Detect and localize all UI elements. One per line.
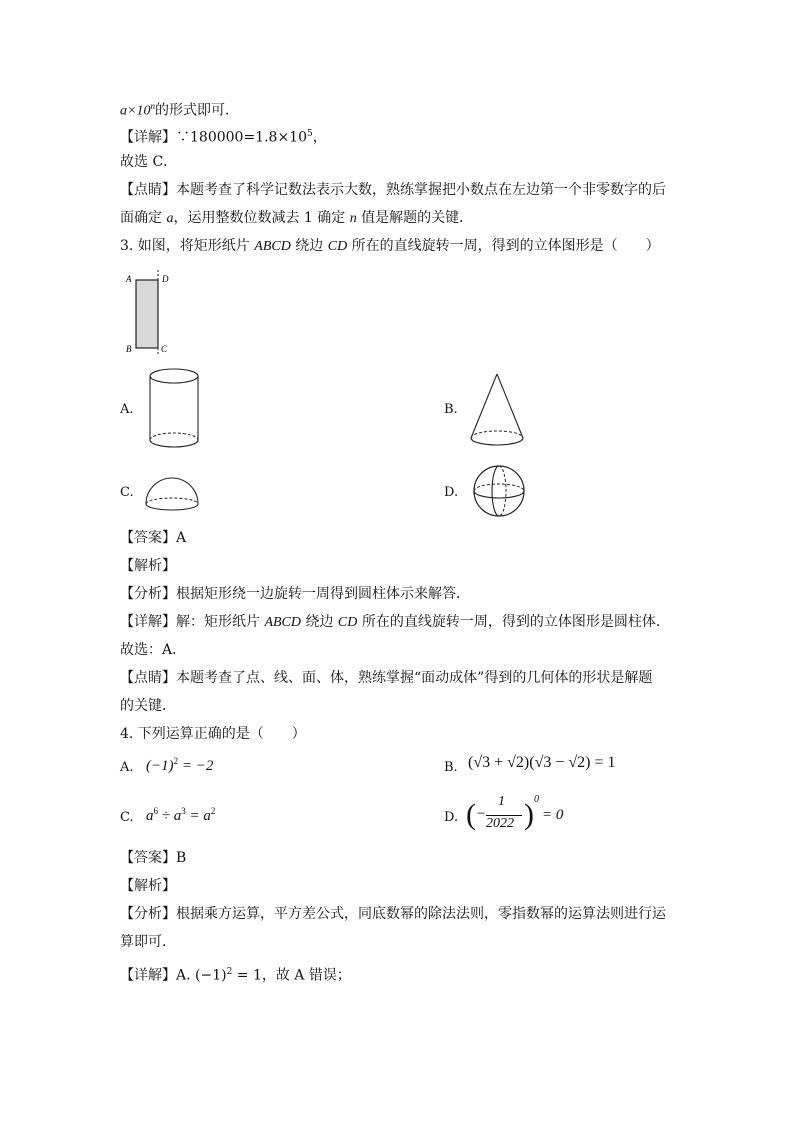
fraction-denominator: 2022 xyxy=(486,816,514,831)
fraction-numerator: 1 xyxy=(498,794,505,809)
q4-answer: 【答案】B xyxy=(120,850,187,866)
sphere-icon xyxy=(472,464,526,518)
line-1: $a\times 10^n$的形式即可． xyxy=(120,101,239,119)
q3-analysis-tag: 【解析】 xyxy=(120,558,176,574)
q4-option-c-formula: $a^6 \div a^3 = a^2$ xyxy=(146,806,216,824)
q3-choice: 故选：A． xyxy=(120,642,187,658)
q4-fenxi-2: 算即可． xyxy=(120,934,176,950)
question-4-stem: 4. 下列运算正确的是（ ） xyxy=(120,726,306,742)
label-b: B xyxy=(126,344,132,354)
formula-a-times-10n: a×10 xyxy=(120,103,151,119)
label-d: D xyxy=(162,274,169,284)
q4-analysis-tag: 【解析】 xyxy=(120,878,176,894)
question-3-stem: 3. 如图，将矩形纸片 ABCD 绕边 CD 所在的直线旋转一周，得到的立体图形是（ ） xyxy=(120,238,660,254)
comment-tag: 【点睛】 xyxy=(120,182,176,198)
q4-option-d-label: D. xyxy=(444,810,459,825)
label-c: C xyxy=(161,344,168,354)
q3-fenxi: 【分析】根据矩形绕一边旋转一周得到圆柱体示来解答． xyxy=(120,586,470,602)
q3-dianjing-2: 的关键． xyxy=(120,698,176,714)
cylinder-icon xyxy=(146,366,202,450)
q4-fenxi: 【分析】根据乘方运算，平方差公式，同底数幂的除法法则，零指数幂的运算法则进行运 xyxy=(120,906,666,922)
q4-option-d-formula: ( − 1 2022 ) 0 = 0 xyxy=(466,794,564,831)
q3-option-d-label: D. xyxy=(444,485,459,500)
detail-tag: 【详解】 xyxy=(120,129,176,146)
hemisphere-icon xyxy=(144,474,200,510)
rectangle-abcd-figure xyxy=(122,268,172,358)
line-5: 面确定 a，运用整数位数减去 1 确定 n 值是解题的关键． xyxy=(120,210,474,226)
q4-option-a-formula: $(-1)^2 = -2$ xyxy=(146,756,214,774)
q3-option-c-label: C. xyxy=(120,485,134,500)
q3-option-a-label: A. xyxy=(120,402,134,417)
q3-option-b-label: B. xyxy=(444,402,458,417)
q4-option-b-label: B. xyxy=(444,760,458,775)
q4-option-c-label: C. xyxy=(120,810,134,825)
q3-answer: 【答案】A xyxy=(120,530,187,546)
line-4: 【点睛】本题考查了科学记数法表示大数，熟练掌握把小数点在左边第一个非零数字的后 xyxy=(120,182,666,198)
q3-dianjing: 【点睛】本题考查了点、线、面、体，熟练掌握“面动成体”得到的几何体的形状是解题 xyxy=(120,670,653,686)
q4-xiangjie: 【详解】A. $(-1)^2 = 1$，故 A 错误； xyxy=(120,967,351,984)
q3-xiangjie: 【详解】解：矩形纸片 ABCD 绕边 CD 所在的直线旋转一周，得到的立体图形是圆柱体． xyxy=(120,614,670,630)
line-3: 故选 C． xyxy=(120,154,178,170)
cone-icon xyxy=(468,372,526,452)
label-a: A xyxy=(126,274,132,284)
q4-option-a-label: A. xyxy=(120,760,134,775)
line-2: 【详解】$\because 180000=1.8\times 10^5$， xyxy=(120,129,327,146)
q4-option-b-formula: (√3 + √2)(√3 − √2) = 1 xyxy=(468,754,616,771)
